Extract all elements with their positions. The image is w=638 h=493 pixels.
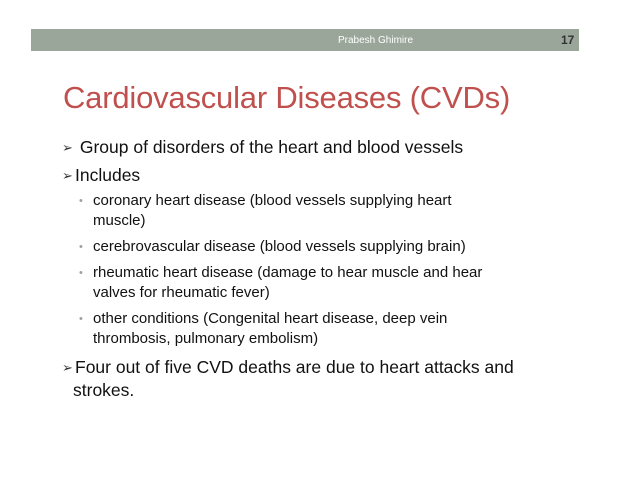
bullet-text: Group of disorders of the heart and blood vessels [75, 137, 464, 157]
slide-title: Cardiovascular Diseases (CVDs) [63, 80, 511, 115]
sub-bullet-text: coronary heart disease (blood vessels supplying heart [93, 192, 452, 209]
sub-bullet-text: other conditions (Congenital heart disease, deep vein [93, 310, 448, 327]
bullet-text: Includes [75, 165, 141, 185]
sub-bullet-rheumatic-cont: valves for rheumatic fever) [93, 284, 270, 301]
sub-bullet-coronary-cont: muscle) [93, 212, 146, 229]
page-number: 17 [561, 33, 575, 47]
sub-bullet-text: cerebrovascular disease (blood vessels supplying brain) [93, 238, 466, 255]
sub-bullet-coronary [79, 191, 452, 211]
arrow-bullet-icon: ➢ [62, 140, 73, 155]
bullet-includes [62, 164, 140, 187]
sub-bullet-rheumatic [79, 263, 482, 283]
dot-bullet-icon: • [79, 195, 83, 207]
arrow-bullet-icon: ➢ [62, 360, 73, 375]
bullet-cvd-deaths-cont: strokes. [73, 380, 135, 400]
sub-bullet-other-conditions [79, 309, 447, 329]
sub-bullet-other-conditions-cont: thrombosis, pulmonary embolism) [93, 330, 319, 347]
arrow-bullet-icon: ➢ [62, 168, 73, 183]
dot-bullet-icon: • [79, 313, 83, 325]
bullet-cvd-deaths [62, 356, 514, 379]
sub-bullet-text: rheumatic heart disease (damage to hear muscle and hear [93, 264, 483, 281]
dot-bullet-icon: • [79, 267, 83, 279]
header-author: Prabesh Ghimire [338, 35, 414, 46]
bullet-text: Four out of five CVD deaths are due to heart attacks and [75, 357, 514, 377]
bullet-definition [62, 136, 463, 159]
sub-bullet-cerebrovascular [79, 237, 466, 257]
dot-bullet-icon: • [79, 241, 83, 253]
